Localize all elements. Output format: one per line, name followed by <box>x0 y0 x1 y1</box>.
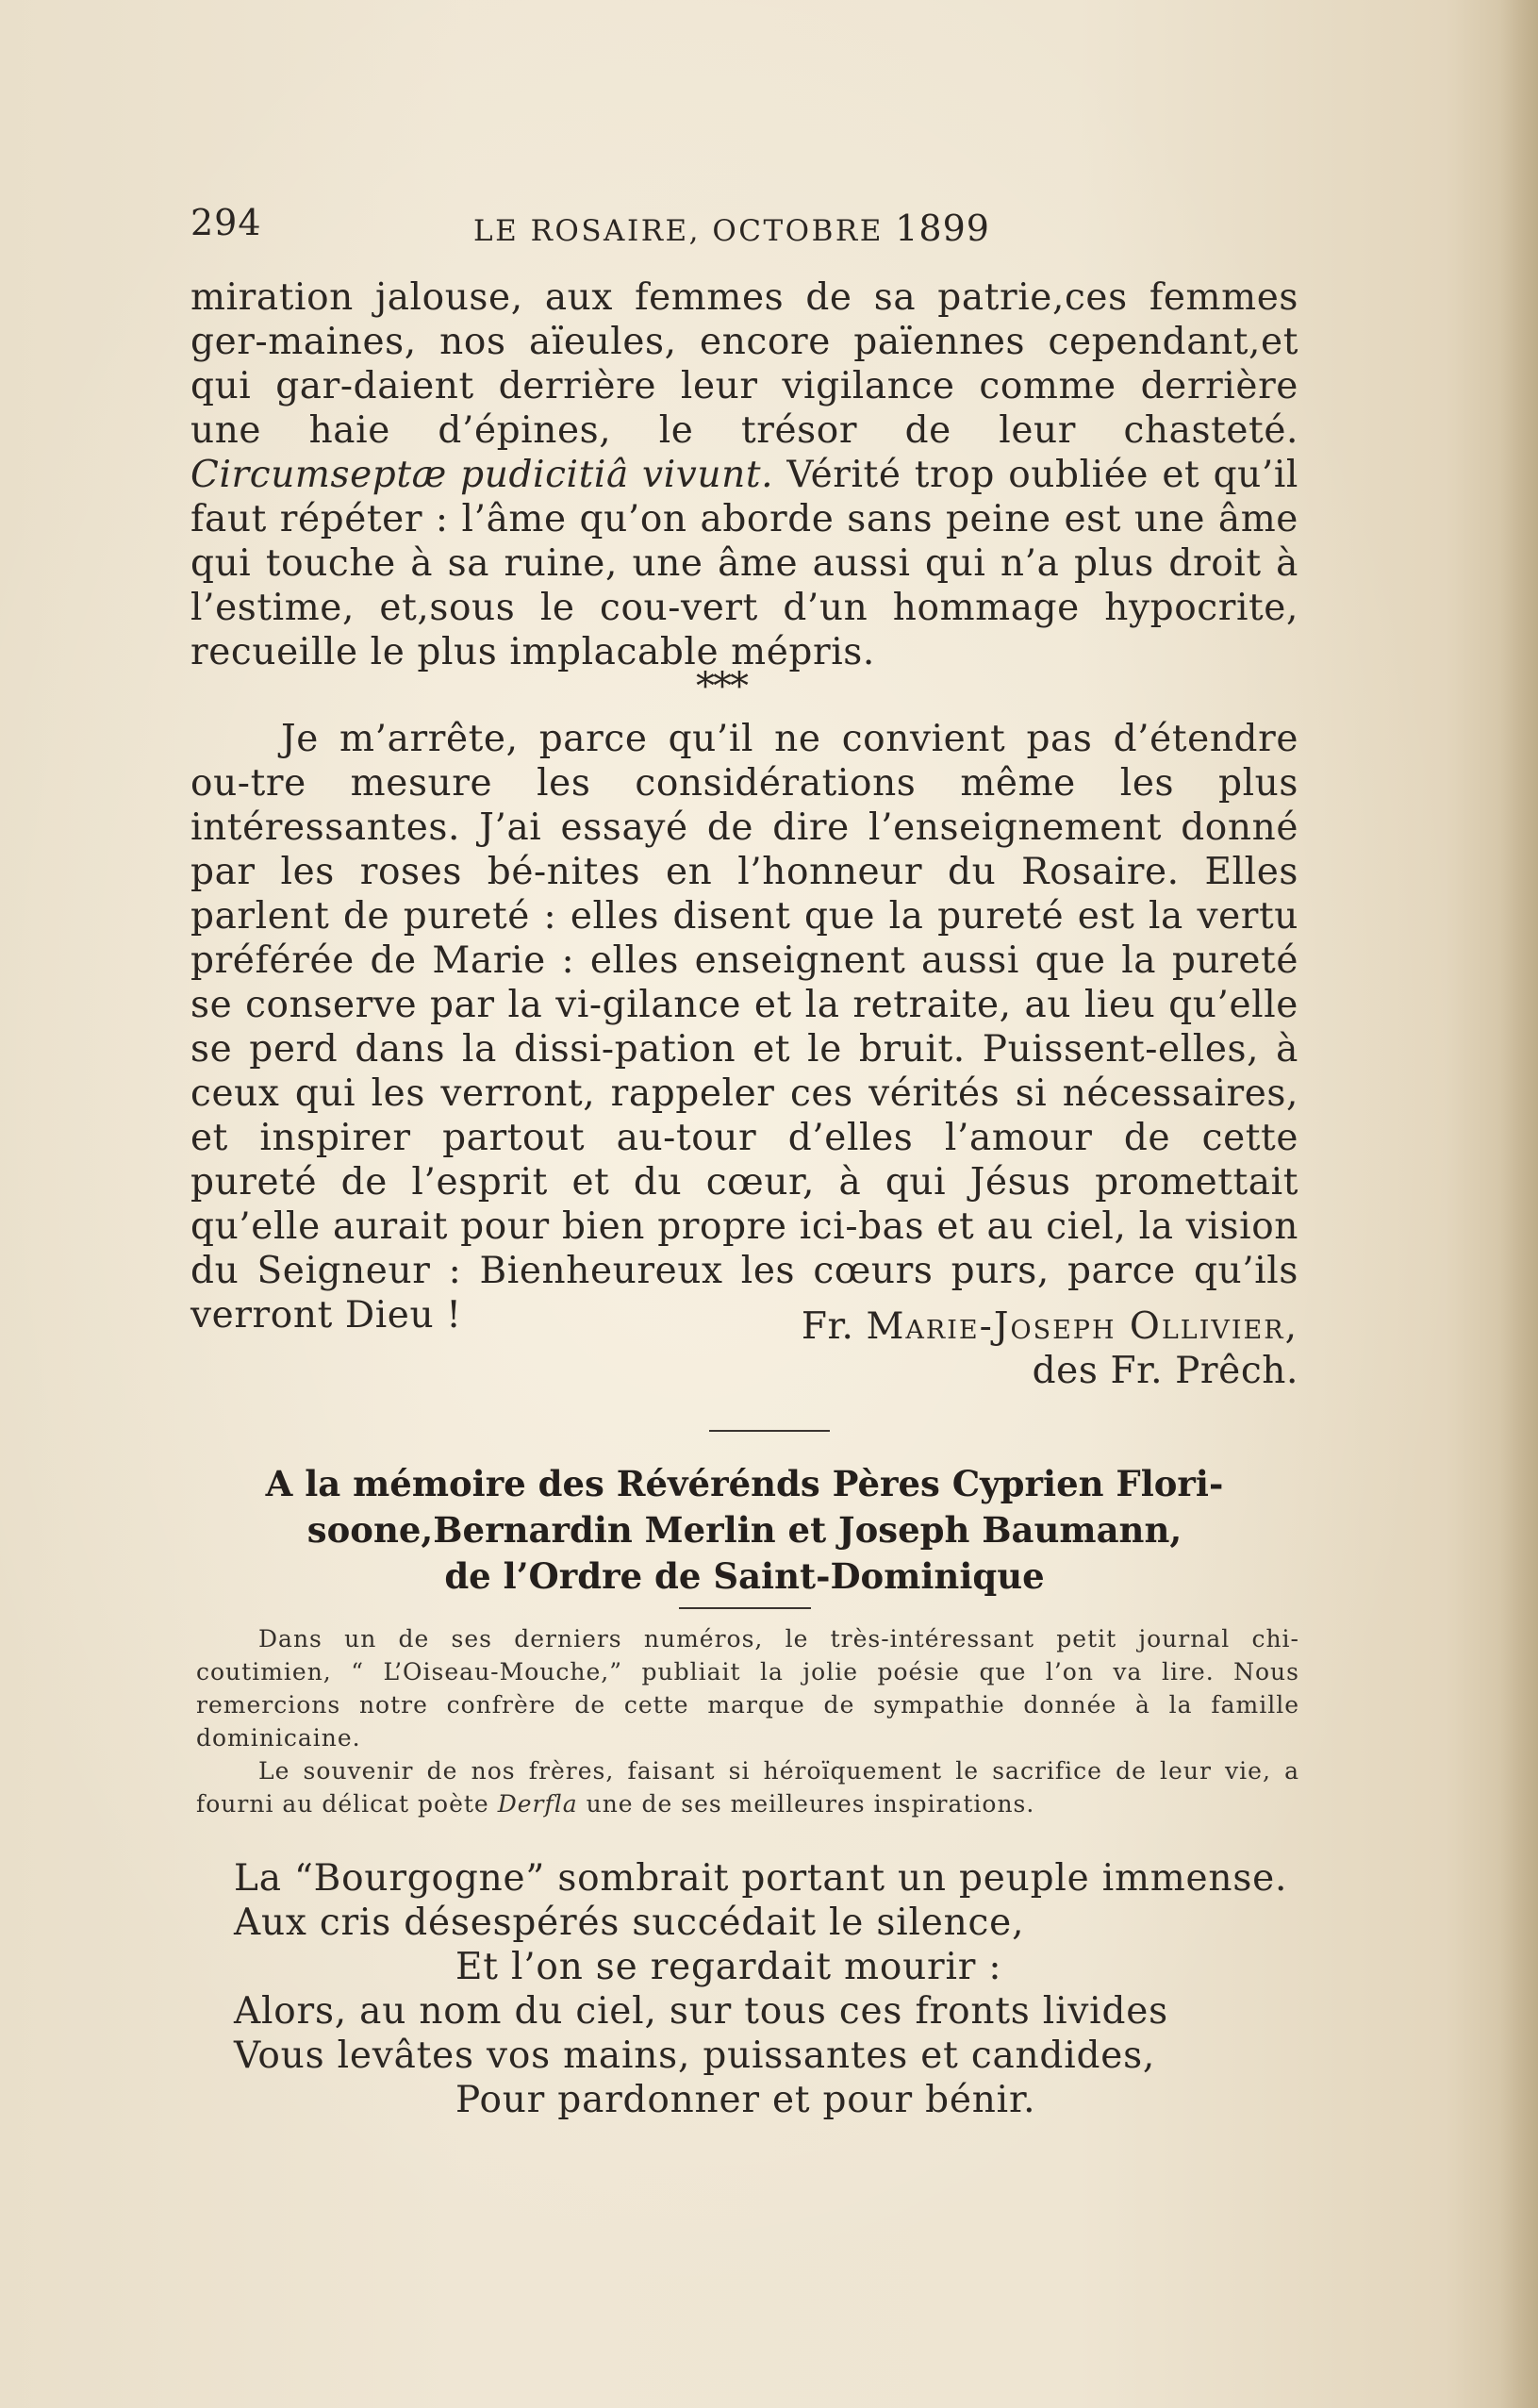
running-head-title: LE ROSAIRE, OCTOBRE <box>473 214 884 248</box>
article-body <box>190 275 1298 674</box>
verse-line: Et l’on se regardait mourir : <box>455 1946 1002 1988</box>
latin-quote: Circumseptæ pudicitiâ vivunt. <box>190 454 774 496</box>
note-paragraph-2-text-b: une de ses meilleures inspirations. <box>577 1790 1035 1818</box>
section-separator: *** <box>696 665 747 708</box>
verse-line: Alors, au nom du ciel, sur tous ces fronts livides <box>234 1990 1168 2033</box>
signature-line-1 <box>802 1304 1298 1349</box>
note-paragraph-2-text-a: Le souvenir de nos frères, faisant si héroïquement le sacrifice de leur vie, a fourni au délicat poète <box>196 1757 1299 1818</box>
note-paragraph-1: Dans un de ses derniers numéros, le très-intéressant petit journal chi-coutimien, “ L’Oiseau-Mouche,” publiait la jolie poésie que l’on va lire. Nous remercions notre confrère de cette marque de sympathie donnée à la famille dominicaine. <box>196 1625 1299 1752</box>
running-head <box>473 208 990 249</box>
title-underline-rule <box>679 1607 811 1609</box>
paragraph-2: Je m’arrête, parce qu’il ne convient pas d’étendre ou-tre mesure les considérations même les plus intéressantes. J’ai essayé de dire l’enseignement donné par les roses bé-nites en l’honneur du Rosaire. Elles parlent de pureté : elles disent que la pureté est la vertu préférée de Marie : elles enseignent aussi que la pureté se conserve par la vi-gilance et la retraite, au lieu qu’elle se perd dans la dissi-pation et le bruit. Puissent-elles, à ceux qui les verront, rappeler ces vérités si nécessaires, et inspirer partout au-tour d’elles l’amour de cette pureté de l’esprit et du cœur, à qui Jésus promettait qu’elle aurait pour bien propre ici-bas et au ciel, la vision du Seigneur : Bienheureux les cœurs purs, parce qu’ils verront Dieu ! <box>190 718 1298 1337</box>
verse-line: Pour pardonner et pour bénir. <box>455 2079 1036 2121</box>
poem-title-line-3: de l’Ordre de Saint-Dominique <box>444 1555 1045 1597</box>
page-header <box>190 202 1298 258</box>
verse-line: Aux cris désespérés succédait le silence, <box>234 1901 1025 1944</box>
signature <box>802 1304 1298 1393</box>
poem-verse <box>234 1856 1318 2122</box>
page-number: 294 <box>190 202 262 243</box>
poem-title-line-2: soone,Bernardin Merlin et Joseph Baumann, <box>306 1509 1182 1551</box>
signature-line-2: des Fr. Prêch. <box>1032 1350 1298 1392</box>
running-head-year: 1899 <box>895 208 990 249</box>
paragraph-1-text-a: miration jalouse, aux femmes de sa patrie,ces femmes ger-maines, nos aïeules, encore païennes cependant,et qui gar-daient derrière leur vigilance comme derrière une haie d’épines, le trésor de leur chasteté. <box>190 276 1298 452</box>
page-edge-shadow <box>1500 0 1538 2408</box>
paragraph-1 <box>190 275 1298 674</box>
verse-line: Vous levâtes vos mains, puissantes et candides, <box>234 2034 1156 2077</box>
editorial-note <box>196 1622 1299 1820</box>
verse-line: La “Bourgogne” sombrait portant un peuple immense. <box>234 1857 1288 1900</box>
poem-title-line-1: A la mémoire des Révérénds Pères Cyprien Flori- <box>265 1463 1224 1504</box>
signature-prefix: Fr. <box>801 1305 867 1348</box>
divider-rule <box>709 1430 830 1432</box>
article-body-2 <box>190 717 1298 1337</box>
signature-name: Marie-Joseph Ollivier, <box>866 1305 1298 1348</box>
note-paragraph-2 <box>196 1754 1299 1820</box>
poem-title <box>190 1461 1298 1600</box>
poet-name: Derfla <box>497 1790 578 1818</box>
paragraph-1-text-b: Vérité trop oubliée et qu’il faut répéter : l’âme qu’on aborde sans peine est une âme qui touche à sa ruine, une âme aussi qui n’a plus droit à l’estime, et,sous le cou-vert d’un hommage hypocrite, recueille le plus implacable mépris. <box>190 454 1298 673</box>
